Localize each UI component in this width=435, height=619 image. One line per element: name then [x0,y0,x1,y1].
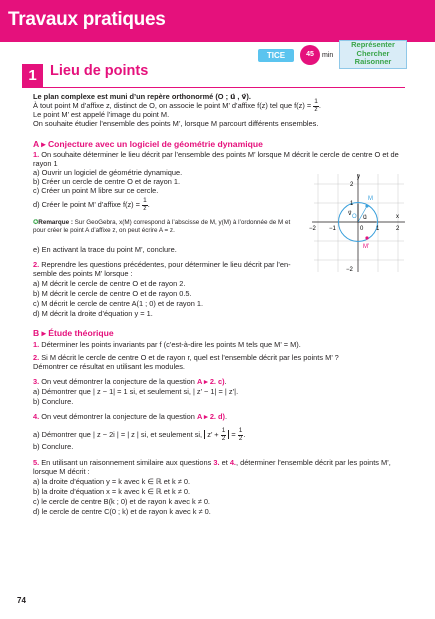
title-divider [22,87,405,88]
intro-line-3: Le point M’ est appelé l’image du point M. [33,110,170,119]
a-q2-d: d) M décrit la droite d’équation y = 1. [33,309,153,318]
tick-label: 2 [350,182,354,188]
intro-line-2: À tout point M d’affixe z, distinct de O, on associe le point M’ d’affixe f(z) tel que f(z) = $\frac{1}{z}$ . [33,98,321,113]
intro-line-4: On souhaite étudier l’ensemble des points M’, lorsque M parcourt différents ensembles. [33,119,319,128]
v-label: v⃗ [348,211,352,217]
section-a-title: A ▸ Conjecture avec un logiciel de géométrie dynamique [33,139,263,149]
point-m-prime [365,236,368,239]
a-q1-b: b) Créer un cercle de centre O et de rayon 1. [33,177,181,186]
y-axis-label: y [357,174,360,180]
page-title: Travaux pratiques [8,9,166,30]
tick-label: −1 [329,226,336,232]
b-q2-line-2: Démontrer ce résultat en utilisant les modules. [33,362,185,371]
b-q3: 3. On veut démontrer la conjecture de la question A ▸ 2. c). [33,377,227,386]
tick-label: 0 [360,226,364,232]
b-q5-c: c) le cercle de centre B(k ; 0) et de rayon k avec k ≠ 0. [33,497,210,506]
a-q1-c: c) Créer un point M libre sur ce cercle. [33,186,159,195]
modulus-expr: z’ + $\frac{1}{2}$ [204,430,229,439]
skills-box [339,40,407,69]
a-q2-c: c) M décrit le cercle de centre A(1 ; 0) et de rayon 1. [33,299,204,308]
point-m [365,204,368,207]
fraction: $\frac{1}{2}$ [221,427,226,442]
a-q1-line-1: 1. On souhaite déterminer le lieu décrit par l’ensemble des points M’ lorsque M décrit le cercle de centre O et de [33,150,399,159]
complex-plane-figure [308,172,408,274]
a-q1-a: a) Ouvrir un logiciel de géométrie dynamique. [33,168,183,177]
a-q2-line-1: 2. Reprendre les questions précédentes, pour déterminer le lieu décrit par l’en- [33,260,291,269]
b-q5-line-2: lorsque M décrit : [33,467,90,476]
header-banner [0,0,435,42]
page-number: 74 [17,596,26,605]
tick-label: 1 [376,226,380,232]
remark-line-2: pour créer le point A d’affixe z, on peut écrire A = z. [33,227,175,234]
intro-line-1: Le plan complexe est muni d’un repère orthonormé (O ; u⃗ , v⃗). [33,92,251,101]
tick-label: −2 [309,226,316,232]
a-q1-e: e) En activant la trace du point M’, conclure. [33,245,177,254]
duration-value: 45 [306,51,314,58]
b-q5-a: a) la droite d’équation y = k avec k ∈ ℝ et k ≠ 0. [33,477,191,486]
m-label: M [368,196,373,202]
tick-label: −2 [346,267,353,273]
duration-unit: min [322,52,334,59]
clock-icon [300,45,320,65]
b-q4-b: b) Conclure. [33,442,74,451]
b-q5-line-1: 5. En utilisant un raisonnement similaire aux questions 3. et 4., déterminer l’ensemble décrit par les points M’, [33,458,391,467]
a-q2-line-2: semble des points M’ lorsque : [33,269,133,278]
skill-item: Raisonner [354,57,392,67]
b-q4-a: a) Démontrer que | z − 2i | = | z | si, et seulement si, z’ + $\frac{1}{2}$ = $\frac{1}{2}$ . [33,427,246,442]
section-b-title: B ▸ Étude théorique [33,328,114,338]
m-prime-label: M’ [363,244,370,250]
fraction: $\frac{1}{2}$ [238,427,243,442]
a-q1-line-2: rayon 1 [33,159,58,168]
b-q2-line-1: 2. Si M décrit le cercle de centre O et de rayon r, quel est l’ensemble décrit par les points M’ ? [33,353,339,362]
x-axis-label: x [396,214,399,220]
tp-title: Lieu de points [50,63,149,79]
a-q1-d: d) Créer le point M’ d’affixe f(z) = $\frac{1}{z}$ . [33,197,150,212]
tick-label: 1 [350,201,354,207]
skill-item: Chercher [356,48,390,58]
tp-number: 1 [22,64,43,87]
b-q5-b: b) la droite d’équation x = k avec k ∈ ℝ et k ≠ 0. [33,487,191,496]
pin-icon: ✪ [33,219,39,226]
skill-item: Représenter [351,40,395,49]
a-q2-b: b) M décrit le cercle de centre O et de rayon 0.5. [33,289,192,298]
u-label: u⃗ [363,215,367,221]
a-q2-a: a) M décrit le cercle de centre O et de rayon 2. [33,279,186,288]
tick-label: 2 [396,226,400,232]
b-q4: 4. On veut démontrer la conjecture de la question A ▸ 2. d). [33,412,228,421]
b-q3-a: a) Démontrer que | z − 1| = 1 si, et seulement si, | z’ − 1| = | z’|. [33,387,239,396]
remark-line-1: ✪Remarque : Sur GeoGebra, x(M) correspond à l’abscisse de M, y(M) à l’ordonnée de M et [33,219,291,226]
origin-label: O [352,214,357,220]
fraction: $\frac{1}{z}$ [143,197,147,212]
tice-badge: TICE [258,49,294,62]
b-q5-d: d) le cercle de centre C(0 ; k) et de rayon k avec k ≠ 0. [33,507,211,516]
b-q3-b: b) Conclure. [33,397,74,406]
fraction: $\frac{1}{z}$ [314,98,318,113]
b-q1: 1. Déterminer les points invariants par f (c’est-à-dire les points M tels que M’ = M). [33,340,301,349]
